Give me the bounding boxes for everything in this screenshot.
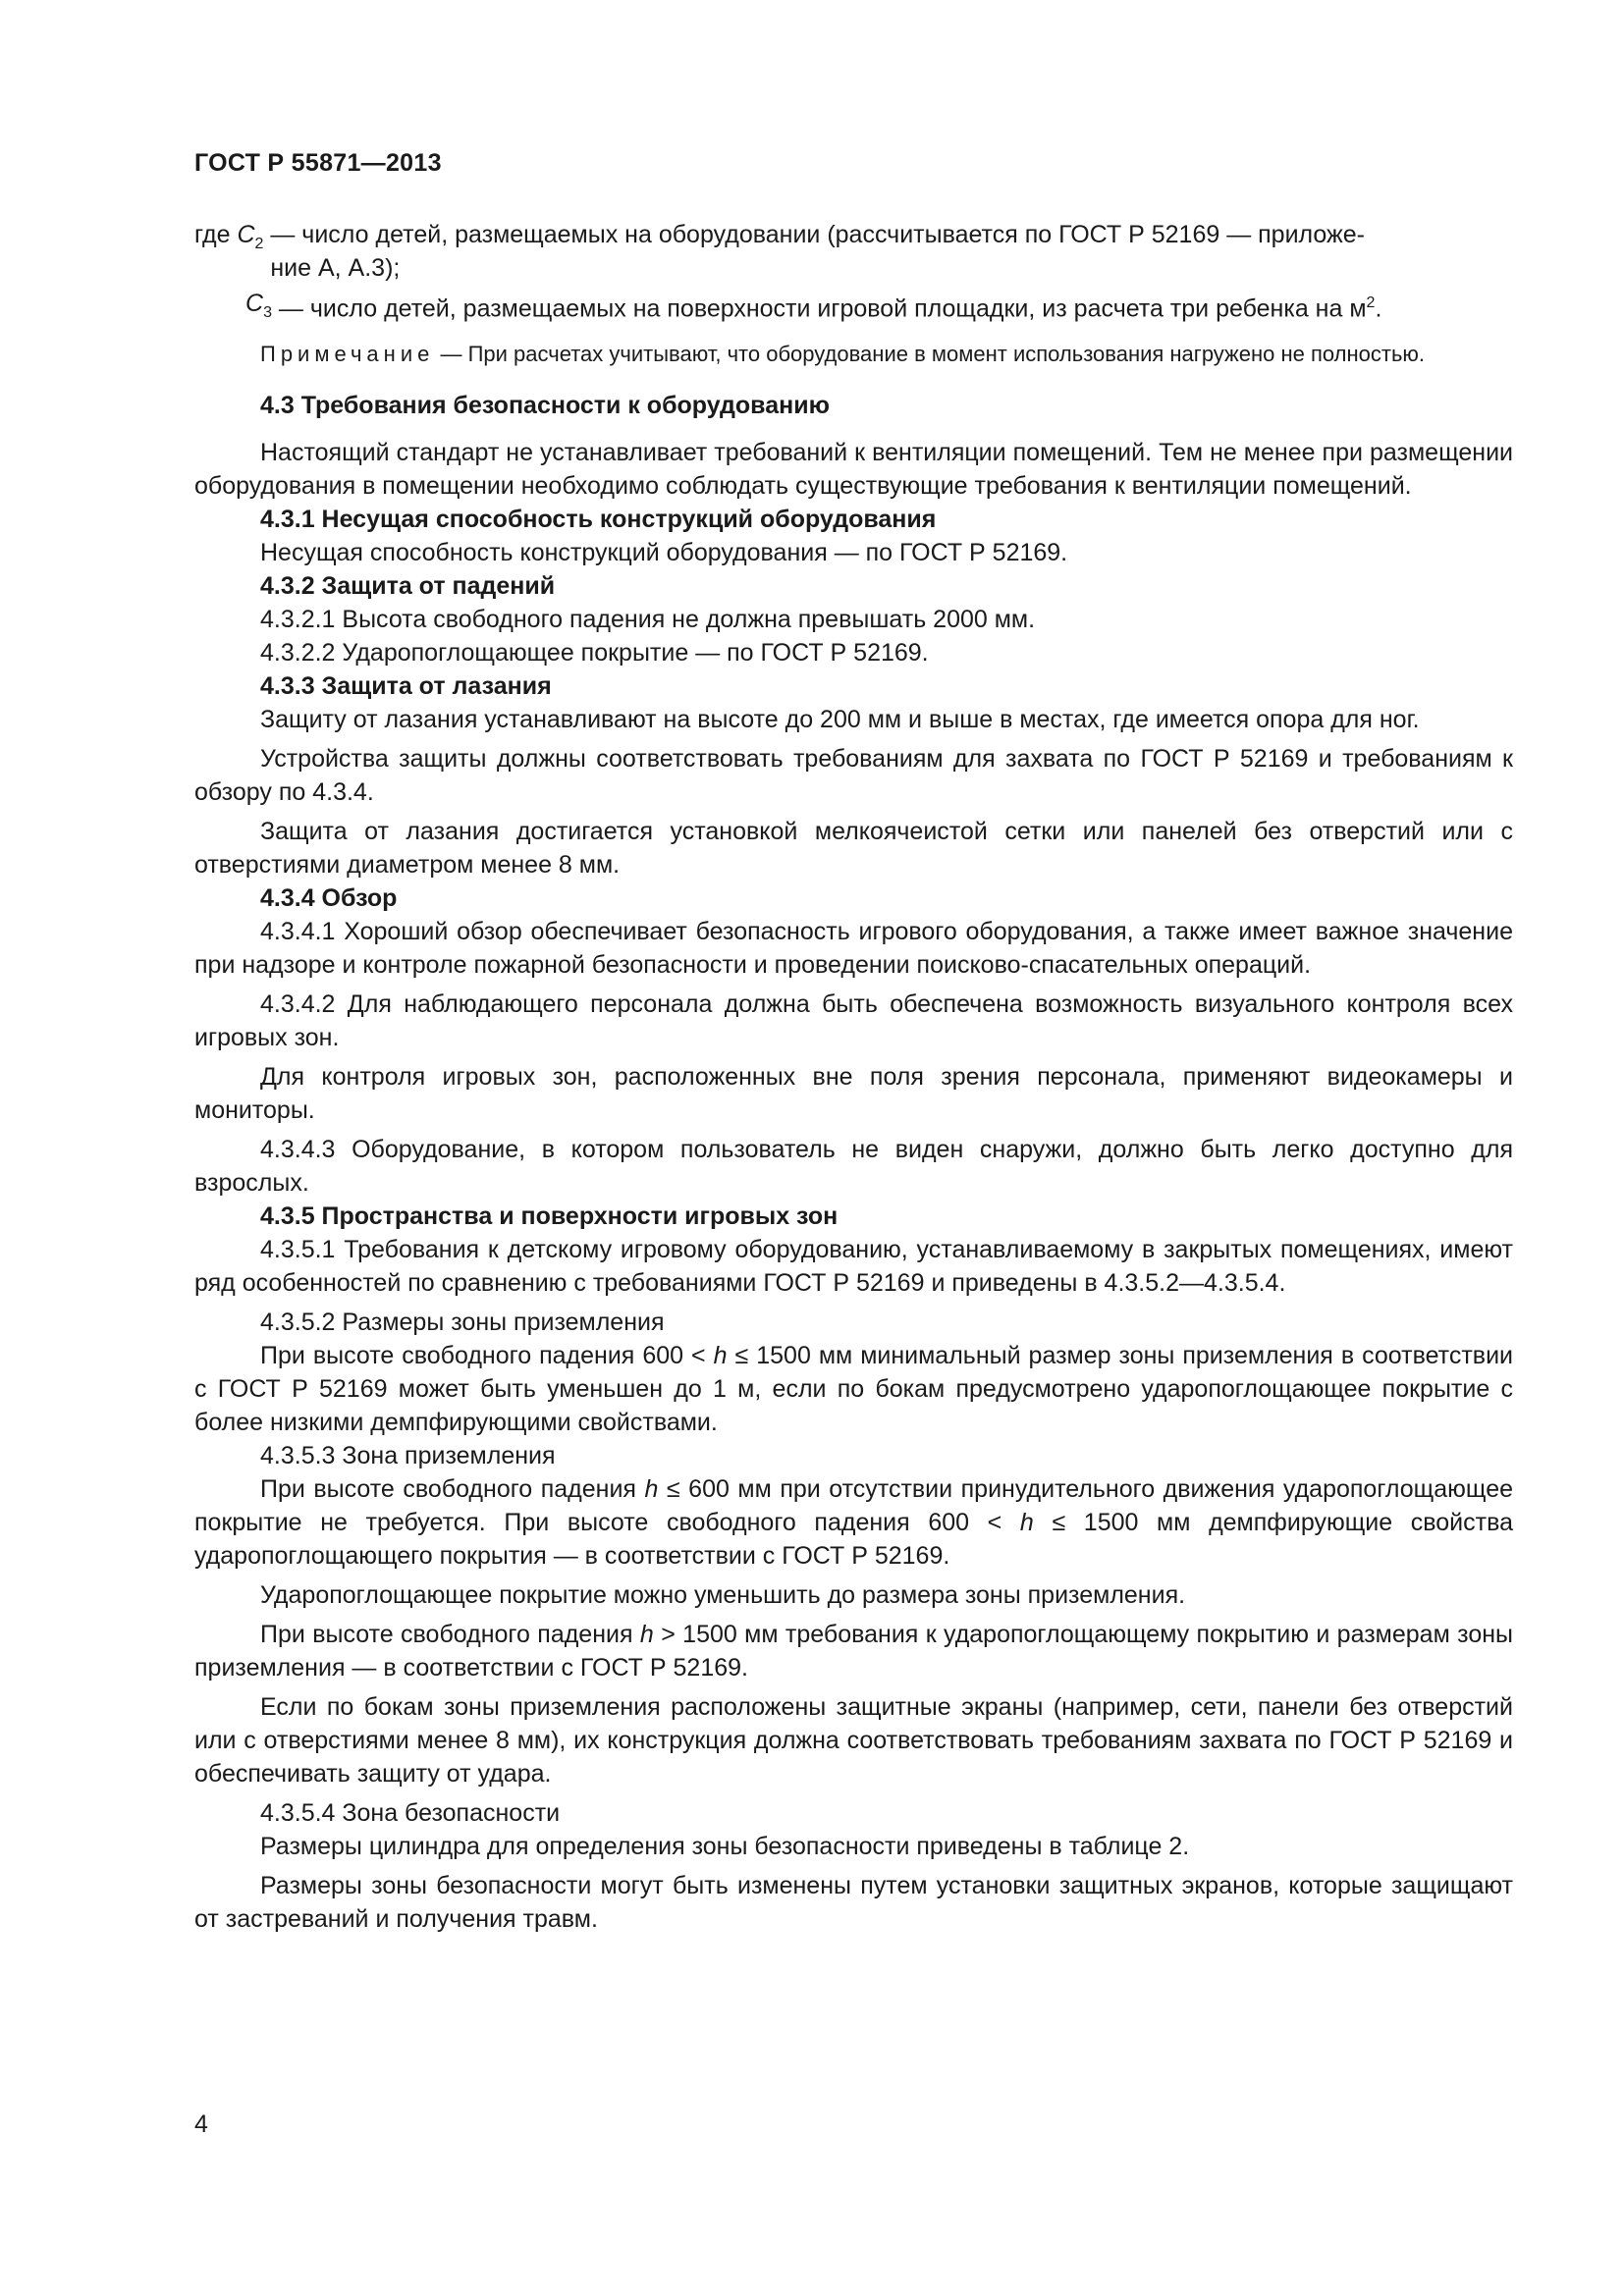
paragraph: 4.3.5.2 Размеры зоны приземления bbox=[260, 1308, 665, 1336]
definition-c2-text bbox=[270, 218, 1513, 285]
definition-lead bbox=[194, 218, 270, 285]
paragraph: При высоте свободного падения 600 < h ≤ 1500 мм минимальный размер зоны приземления в соответствии с ГОСТ Р 52169 может быть уменьшен до 1 м, если по бокам предусмотрено ударопоглощающее покрытие с более низкими демпфирующими свойствами. bbox=[194, 1342, 1513, 1436]
note-label: Примечание bbox=[260, 342, 435, 366]
paragraph: Защита от лазания достигается установкой мелкоячеистой сетки или панелей без отверстий или с отверстиями диаметром менее 8 мм. bbox=[194, 818, 1513, 879]
c3-subscript: 3 bbox=[263, 304, 272, 321]
paragraph: 4.3.4.1 Хороший обзор обеспечивает безопасность игрового оборудования, а также имеет важное значение при надзоре и контроле пожарной безопасности и проведении поисково-спасательных операций. bbox=[194, 918, 1513, 979]
paragraph: Размеры зоны безопасности могут быть изменены путем установки защитных экранов, которые защищают от застреваний и получения травм. bbox=[194, 1872, 1513, 1933]
paragraph: 4.3.5.1 Требования к детскому игровому оборудованию, устанавливаемому в закрытых помещениях, имеют ряд особенностей по сравнению с требованиями ГОСТ Р 52169 и приведены в 4.3.5.2—4.3.5.4. bbox=[194, 1236, 1513, 1297]
height-symbol: h bbox=[639, 1621, 654, 1648]
definition-c3-text: — число детей, размещаемых на поверхности игровой площадки, из расчета три ребенка на $м^2$. bbox=[278, 294, 1382, 323]
paragraph: 4.3.5.3 Зона приземления bbox=[260, 1442, 556, 1469]
c2-text-line2: ние А, А.3); bbox=[270, 254, 401, 282]
c2-symbol: $C_2$ bbox=[237, 221, 264, 252]
section-4-3-1-heading: 4.3.1 Несущая способность конструкций оборудования bbox=[260, 506, 937, 533]
paragraph: При высоте свободного падения h > 1500 мм требования к ударопоглощающему покрытию и размерам зоны приземления — в соответствии с ГОСТ Р 52169. bbox=[194, 1621, 1513, 1682]
section-4-3-3-heading: 4.3.3 Защита от лазания bbox=[260, 672, 552, 700]
c3-superscript: 2 bbox=[1366, 294, 1376, 311]
definition-c2 bbox=[194, 218, 1513, 285]
document-header: ГОСТ Р 55871—2013 bbox=[194, 149, 442, 177]
paragraph: 4.3.4.2 Для наблюдающего персонала должна быть обеспечена возможность визуального контроля всех игровых зон. bbox=[194, 990, 1513, 1051]
note-paragraph bbox=[194, 340, 1513, 369]
paragraph: Если по бокам зоны приземления расположены защитные экраны (например, сети, панели без отверстий или с отверстиями менее 8 мм), их конструкция должна соответствовать требованиям захвата по ГОСТ Р 52169 и обеспечивать защиту от удара. bbox=[194, 1693, 1513, 1788]
paragraph: 4.3.2.2 Ударопоглощающее покрытие — по ГОСТ Р 52169. bbox=[260, 639, 929, 667]
c2-text-line1: — число детей, размещаемых на оборудовании (рассчитывается по ГОСТ Р 52169 — приложе- bbox=[270, 221, 1365, 248]
section-4-3-2-heading: 4.3.2 Защита от падений bbox=[260, 572, 556, 600]
paragraph: При высоте свободного падения h ≤ 600 мм при отсутствии принудительного движения ударопоглощающее покрытие не требуется. При высоте свободного падения 600 < h ≤ 1500 мм демпфирующие свойства ударопоглощающего покрытия — в соответствии с ГОСТ Р 52169. bbox=[194, 1475, 1513, 1570]
paragraph: Размеры цилиндра для определения зоны безопасности приведены в таблице 2. bbox=[260, 1833, 1190, 1860]
note-text: — При расчетах учитывают, что оборудование в момент использования нагружено не полностью. bbox=[434, 342, 1426, 366]
paragraph: Защиту от лазания устанавливают на высоте до 200 мм и выше в местах, где имеется опора для ног. bbox=[260, 706, 1420, 733]
section-4-3-5-heading: 4.3.5 Пространства и поверхности игровых зон bbox=[260, 1202, 839, 1230]
paragraph: Ударопоглощающее покрытие можно уменьшить до размера зоны приземления. bbox=[260, 1581, 1186, 1609]
paragraph: 4.3.5.4 Зона безопасности bbox=[260, 1799, 561, 1827]
paragraph: Несущая способность конструкций оборудования — по ГОСТ Р 52169. bbox=[260, 539, 1068, 566]
section-4-3-intro: Настоящий стандарт не устанавливает требований к вентиляции помещений. Тем не менее при размещении оборудования в помещении необходимо соблюдать существующие требования к вентиляции помещений. bbox=[194, 439, 1513, 500]
definition-lead bbox=[194, 287, 279, 330]
definition-c3 bbox=[194, 287, 1513, 330]
section-4-3-4-heading: 4.3.4 Обзор bbox=[260, 884, 398, 912]
paragraph: Устройства защиты должны соответствовать требованиям для захвата по ГОСТ Р 52169 и требованиям к обзору по 4.3.4. bbox=[194, 745, 1513, 806]
paragraph: 4.3.4.3 Оборудование, в котором пользователь не виден снаружи, должно быть легко доступно для взрослых. bbox=[194, 1136, 1513, 1197]
height-symbol: h bbox=[713, 1342, 728, 1369]
c3-symbol: $C_3$ bbox=[245, 290, 272, 321]
page-content bbox=[194, 218, 1513, 1936]
where-word: где bbox=[194, 221, 238, 248]
c2-subscript: 2 bbox=[254, 236, 264, 252]
height-symbol: h bbox=[644, 1475, 659, 1503]
page-number: 4 bbox=[194, 2110, 208, 2138]
paragraph: 4.3.2.1 Высота свободного падения не должна превышать 2000 мм. bbox=[260, 606, 1036, 633]
paragraph: Для контроля игровых зон, расположенных вне поля зрения персонала, применяют видеокамеры и мониторы. bbox=[194, 1063, 1513, 1124]
section-4-3-heading: 4.3 Требования безопасности к оборудованию bbox=[260, 392, 830, 419]
height-symbol: h bbox=[1019, 1509, 1034, 1536]
